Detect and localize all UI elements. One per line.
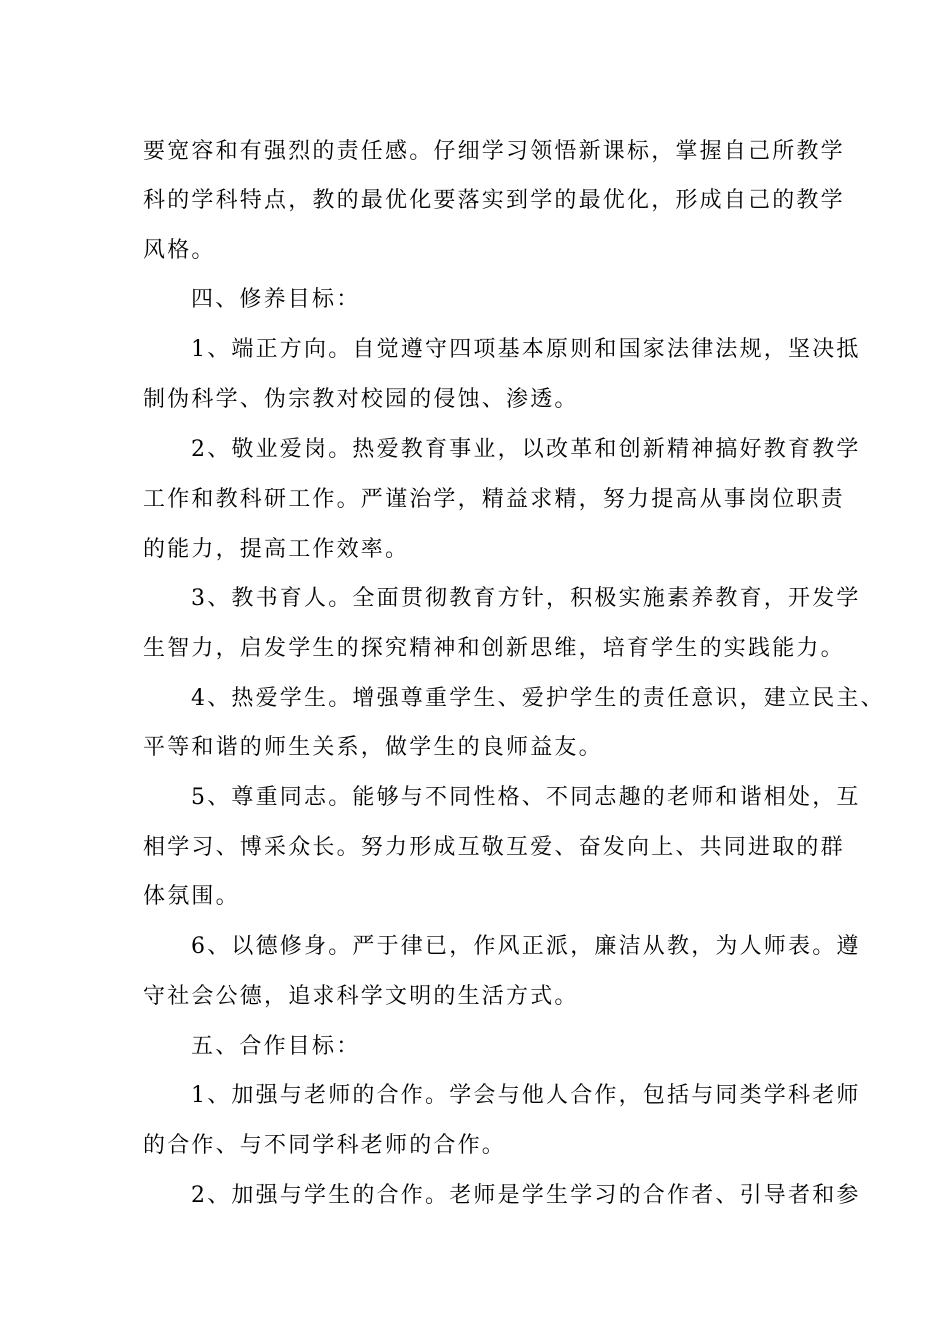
paragraph-line: 生智力，启发学生的探究精神和创新思维，培育学生的实践能力。: [143, 636, 845, 661]
paragraph-line: 的能力，提高工作效率。: [143, 537, 410, 562]
section-heading: 五、合作目标：: [191, 1034, 361, 1059]
paragraph-line: 5、尊重同志。能够与不同性格、不同志趣的老师和谐相处，互: [191, 785, 861, 810]
paragraph-line: 制伪科学、伪宗教对校园的侵蚀、渗透。: [143, 387, 579, 412]
paragraph-line: 体氛围。: [143, 884, 240, 909]
paragraph-line: 3、教书育人。全面贯彻教育方针，积极实施素养教育，开发学: [191, 586, 861, 611]
paragraph-line: 风格。: [143, 238, 216, 263]
paragraph-line: 相学习、博采众长。努力形成互敬互爱、奋发向上、共同进取的群: [143, 835, 845, 860]
paragraph-line: 1、加强与老师的合作。学会与他人合作，包括与同类学科老师: [191, 1083, 861, 1108]
paragraph-line: 的合作、与不同学科老师的合作。: [143, 1133, 507, 1158]
paragraph-line: 守社会公德，追求科学文明的生活方式。: [143, 984, 579, 1009]
section-heading: 四、修养目标：: [191, 287, 361, 312]
paragraph-line: 1、端正方向。自觉遵守四项基本原则和国家法律法规，坚决抵: [191, 337, 861, 362]
paragraph-line: 要宽容和有强烈的责任感。仔细学习领悟新课标，掌握自己所教学: [143, 139, 845, 164]
paragraph-line: 平等和谐的师生关系，做学生的良师益友。: [143, 735, 603, 760]
paragraph-line: 2、加强与学生的合作。老师是学生学习的合作者、引导者和参: [191, 1183, 861, 1208]
paragraph-line: 6、以德修身。严于律已，作风正派，廉洁从教，为人师表。遵: [191, 934, 861, 959]
paragraph-line: 2、敬业爱岗。热爱教育事业，以改革和创新精神搞好教育教学: [191, 437, 861, 462]
paragraph-line: 工作和教科研工作。严谨治学，精益求精，努力提高从事岗位职责: [143, 487, 845, 512]
paragraph-line: 科的学科特点，教的最优化要落实到学的最优化，形成自己的教学: [143, 188, 845, 213]
paragraph-line: 4、热爱学生。增强尊重学生、爱护学生的责任意识，建立民主、: [191, 686, 885, 711]
